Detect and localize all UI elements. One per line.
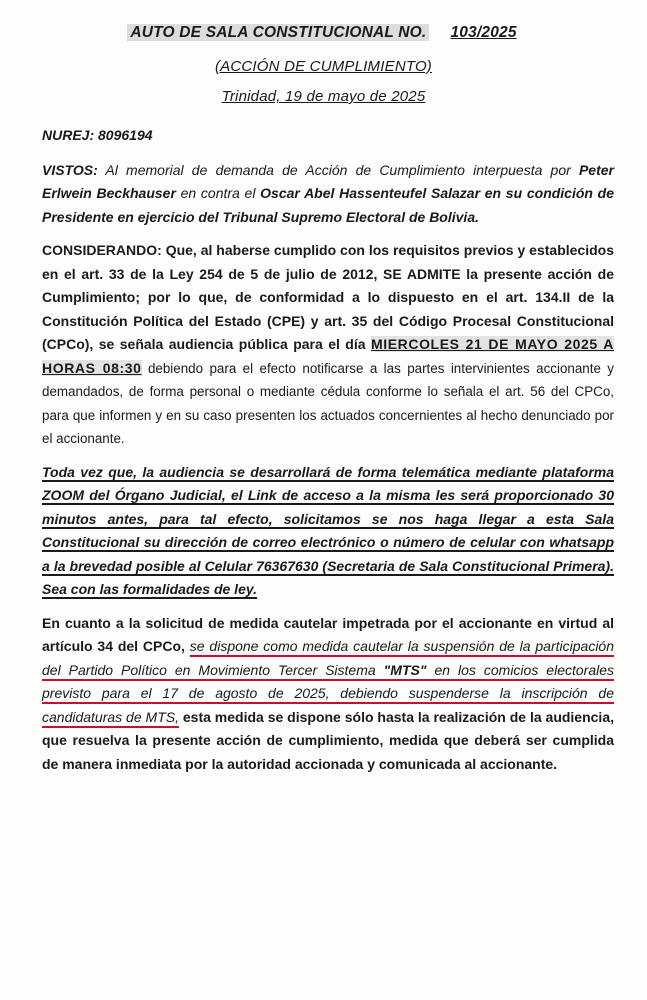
considerando-label: CONSIDERANDO: <box>42 242 162 258</box>
medida-closing: esta medida se dispone sólo hasta la realización de la audiencia, que resuelva la presente acción de cumplimiento, medida que deberá ser cumplida de manera inmediata por la autoridad accionada y comunicada al accionante. <box>42 708 615 772</box>
nurej-number: NUREJ: 8096194 <box>42 127 153 143</box>
considerando-text: Que, al haberse cumplido con los requisitos previos y establecidos en el art. 33 de la Ley 254 de 5 de julio de 2012, SE ADMITE la presente acción de Cumplimiento; por lo que, de conformidad a lo dispuesto en el art. 134.II de la Constitución Política del Estado (CPE) y art. 35 del Código Procesal Constitucional (CPCo), se señala audiencia pública para el día <box>42 242 614 352</box>
medida-cautelar-paragraph <box>42 612 614 777</box>
place-date: Trinidad, 19 de mayo de 2025 <box>221 88 426 105</box>
considerando-paragraph <box>42 239 614 451</box>
vistos-paragraph <box>42 159 614 230</box>
medida-intro: En cuanto a la solicitud de medida cautelar impetrada por el accionante en virtud al artículo 34 del CPCo <box>42 614 614 654</box>
hearing-date: MIERCOLES 21 DE MAYO 2025 A HORAS 08:30 <box>42 336 614 376</box>
telematic-hearing-paragraph: Toda vez que, la audiencia se desarrollará de forma telemática mediante plataforma ZOOM del Órgano Judicial, el Link de acceso a la misma les será proporcionado 30 minutos antes, para tal efecto, solicitamos se nos haga llegar a esta Sala Constitucional su dirección de correo electrónico o número de celular con whatsapp a la brevedad posible al Celular 76367630 (Secretaria de Sala Constitucional Primera). Sea con las formalidades de ley. <box>42 463 614 597</box>
respondent-name: Oscar Abel Hassenteufel Salazar en su condición de Presidente en ejercicio del Tribunal Supremo Electoral de Bolivia. <box>42 185 615 225</box>
resolution-number: 103/2025 <box>450 24 517 41</box>
mts-party: "MTS" <box>384 662 427 681</box>
vistos-text-1: Al memorial de demanda de Acción de Cumplimiento interpuesta por <box>97 161 579 178</box>
notification-text: debiendo para el efecto notificarse a las partes intervinientes accionante y demandados, de forma personal o mediante cédula conforme lo señala el art. 56 del CPCo, para que informen y en su caso presenten los actuados concernientes al hecho denunciado por el accionante. <box>42 360 614 446</box>
medida-underlined-a: se dispone como medida cautelar la suspensión de la participación del Partido Político en Movimiento Tercer Sistema <box>42 638 614 681</box>
title-text: AUTO DE SALA CONSTITUCIONAL NO. <box>127 24 429 41</box>
medida-underlined-b: en los comicios electorales previsto para el 17 de agosto de 2025, debiendo suspenderse la inscripción de candidaturas de MTS, <box>42 662 614 728</box>
medida-comma: , <box>181 638 185 654</box>
document-subtitle: (ACCIÓN DE CUMPLIMIENTO) <box>214 58 433 75</box>
document-title <box>0 24 647 42</box>
document-body <box>42 124 614 786</box>
vistos-label: VISTOS: <box>42 161 98 178</box>
petitioner-name: Peter Erlwein Beckhauser <box>42 161 614 201</box>
vistos-text-2: en contra el <box>175 185 261 201</box>
